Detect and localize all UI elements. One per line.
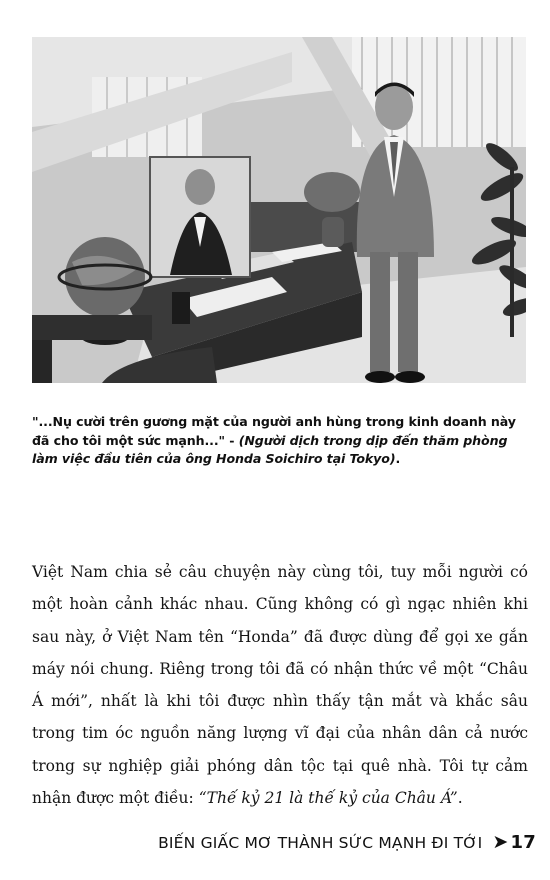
photograph-office-icon bbox=[32, 37, 526, 383]
caption-quote: "...Nụ cười trên gương mặt của người anh hùng trong kinh doanh này đã cho tôi một sức mạnh..." - bbox=[32, 414, 516, 448]
body-italic-quote: “Thế kỷ 21 là thế kỷ của Châu Á” bbox=[198, 789, 458, 808]
page-number: 17 bbox=[510, 832, 536, 853]
body-paragraph bbox=[32, 556, 528, 814]
caption-note: (Người dịch trong dịp đến thăm phòng làm việc đầu tiên của ông Honda Soichiro tại Tokyo) bbox=[32, 432, 508, 466]
caption-end: . bbox=[395, 451, 401, 466]
arrow-icon: ➤ bbox=[492, 831, 509, 853]
footer-title: BIẾN GIẤC MƠ THÀNH SỨC MẠNH ĐI TỚI bbox=[158, 833, 483, 852]
office-photo bbox=[32, 37, 526, 383]
body-end: . bbox=[457, 789, 463, 808]
page-footer bbox=[158, 832, 536, 853]
body-text: Việt Nam chia sẻ câu chuyện này cùng tôi, tuy mỗi người có một hoàn cảnh khác nhau. Cũng không có gì ngạc nhiên khi sau này, ở Việt Nam tên “Honda” đã được dùng để gọi xe gắn máy nói chung. Riêng trong tôi đã có nhận thức về một “Châu Á mới”, nhất là khi tôi được nhìn thấy tận mắt và khắc sâu trong tim óc nguồn năng lượng vĩ đại của nhân dân cả nước trong sự nghiệp giải phóng dân tộc tại quê nhà. Tôi tự cảm nhận được một điều: bbox=[32, 563, 528, 808]
photo-caption bbox=[32, 413, 532, 469]
